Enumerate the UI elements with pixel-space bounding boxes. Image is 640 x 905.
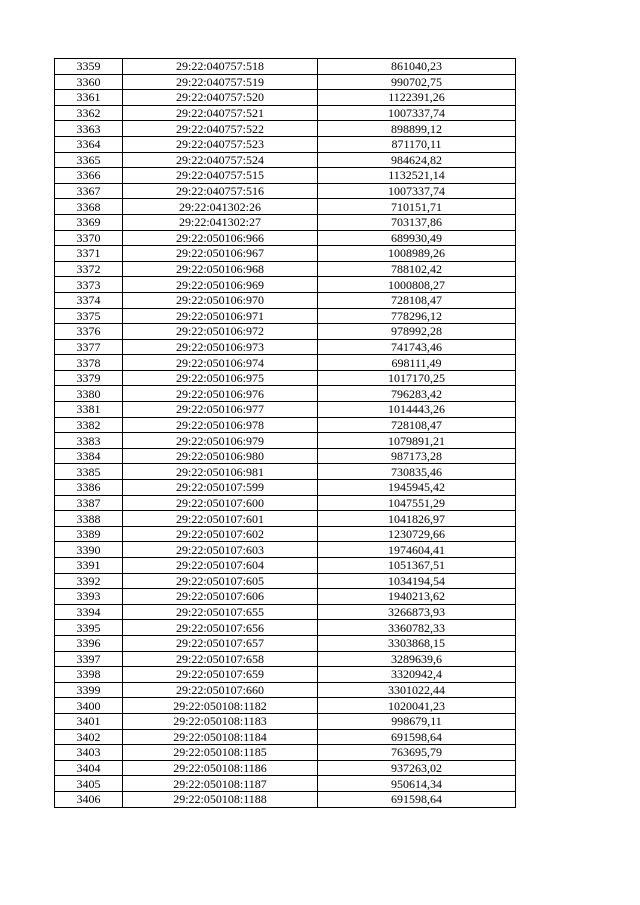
value-cell: 3303868,15: [318, 635, 516, 651]
row-number-cell: 3366: [55, 168, 123, 184]
cadastral-number-cell: 29:22:050106:974: [123, 355, 318, 371]
value-cell: 689930,49: [318, 230, 516, 246]
row-number-cell: 3389: [55, 526, 123, 542]
row-number-cell: 3379: [55, 370, 123, 386]
row-number-cell: 3382: [55, 417, 123, 433]
cadastral-number-cell: 29:22:040757:521: [123, 105, 318, 121]
table-row: [55, 324, 516, 340]
cadastral-number-cell: 29:22:040757:516: [123, 183, 318, 199]
value-cell: 1974604,41: [318, 542, 516, 558]
row-number-cell: 3376: [55, 324, 123, 340]
value-cell: 984624,82: [318, 152, 516, 168]
value-cell: 691598,64: [318, 791, 516, 807]
value-cell: 3289639,6: [318, 651, 516, 667]
row-number-cell: 3398: [55, 667, 123, 683]
value-cell: 796283,42: [318, 386, 516, 402]
row-number-cell: 3404: [55, 760, 123, 776]
cadastral-number-cell: 29:22:050107:658: [123, 651, 318, 667]
table-row: [55, 74, 516, 90]
value-cell: 1007337,74: [318, 183, 516, 199]
table-row: [55, 526, 516, 542]
value-cell: 861040,23: [318, 59, 516, 75]
cadastral-number-cell: 29:22:040757:520: [123, 90, 318, 106]
cadastral-number-cell: 29:22:050106:979: [123, 433, 318, 449]
table-body: [55, 59, 516, 808]
row-number-cell: 3400: [55, 698, 123, 714]
row-number-cell: 3363: [55, 121, 123, 137]
cadastral-number-cell: 29:22:050107:606: [123, 589, 318, 605]
table-row: [55, 511, 516, 527]
row-number-cell: 3370: [55, 230, 123, 246]
table-row: [55, 480, 516, 496]
cadastral-number-cell: 29:22:050108:1188: [123, 791, 318, 807]
table-row: [55, 136, 516, 152]
row-number-cell: 3381: [55, 402, 123, 418]
row-number-cell: 3368: [55, 199, 123, 215]
row-number-cell: 3387: [55, 495, 123, 511]
table-row: [55, 277, 516, 293]
table-row: [55, 573, 516, 589]
row-number-cell: 3402: [55, 729, 123, 745]
value-cell: 998679,11: [318, 713, 516, 729]
row-number-cell: 3373: [55, 277, 123, 293]
table-row: [55, 635, 516, 651]
row-number-cell: 3367: [55, 183, 123, 199]
table-row: [55, 698, 516, 714]
row-number-cell: 3371: [55, 246, 123, 262]
table-row: [55, 448, 516, 464]
table-row: [55, 464, 516, 480]
table-row: [55, 152, 516, 168]
value-cell: 3320942,4: [318, 667, 516, 683]
data-table: [54, 58, 516, 808]
row-number-cell: 3401: [55, 713, 123, 729]
value-cell: 710151,71: [318, 199, 516, 215]
table-row: [55, 292, 516, 308]
value-cell: 1940213,62: [318, 589, 516, 605]
value-cell: 691598,64: [318, 729, 516, 745]
table-row: [55, 791, 516, 807]
table-row: [55, 308, 516, 324]
value-cell: 1014443,26: [318, 402, 516, 418]
cadastral-number-cell: 29:22:050107:656: [123, 620, 318, 636]
cadastral-number-cell: 29:22:050108:1185: [123, 745, 318, 761]
value-cell: 728108,47: [318, 292, 516, 308]
table-row: [55, 90, 516, 106]
row-number-cell: 3378: [55, 355, 123, 371]
value-cell: 741743,46: [318, 339, 516, 355]
row-number-cell: 3362: [55, 105, 123, 121]
value-cell: 1017170,25: [318, 370, 516, 386]
table-row: [55, 620, 516, 636]
cadastral-number-cell: 29:22:050106:973: [123, 339, 318, 355]
value-cell: 1945945,42: [318, 480, 516, 496]
table-row: [55, 261, 516, 277]
row-number-cell: 3372: [55, 261, 123, 277]
cadastral-number-cell: 29:22:050108:1186: [123, 760, 318, 776]
table-row: [55, 651, 516, 667]
value-cell: 937263,02: [318, 760, 516, 776]
cadastral-number-cell: 29:22:050106:972: [123, 324, 318, 340]
cadastral-number-cell: 29:22:050107:603: [123, 542, 318, 558]
row-number-cell: 3395: [55, 620, 123, 636]
cadastral-number-cell: 29:22:040757:518: [123, 59, 318, 75]
value-cell: 871170,11: [318, 136, 516, 152]
row-number-cell: 3384: [55, 448, 123, 464]
table-row: [55, 433, 516, 449]
table-row: [55, 339, 516, 355]
value-cell: 778296,12: [318, 308, 516, 324]
table-row: [55, 386, 516, 402]
table-row: [55, 604, 516, 620]
value-cell: 698111,49: [318, 355, 516, 371]
row-number-cell: 3397: [55, 651, 123, 667]
row-number-cell: 3380: [55, 386, 123, 402]
cadastral-number-cell: 29:22:050108:1187: [123, 776, 318, 792]
row-number-cell: 3406: [55, 791, 123, 807]
value-cell: 1034194,54: [318, 573, 516, 589]
table-row: [55, 355, 516, 371]
row-number-cell: 3403: [55, 745, 123, 761]
value-cell: 978992,28: [318, 324, 516, 340]
cadastral-number-cell: 29:22:050107:659: [123, 667, 318, 683]
row-number-cell: 3388: [55, 511, 123, 527]
cadastral-number-cell: 29:22:041302:26: [123, 199, 318, 215]
value-cell: 1020041,23: [318, 698, 516, 714]
row-number-cell: 3390: [55, 542, 123, 558]
cadastral-number-cell: 29:22:040757:524: [123, 152, 318, 168]
value-cell: 3301022,44: [318, 682, 516, 698]
row-number-cell: 3396: [55, 635, 123, 651]
row-number-cell: 3374: [55, 292, 123, 308]
table-row: [55, 370, 516, 386]
cadastral-number-cell: 29:22:050106:969: [123, 277, 318, 293]
row-number-cell: 3365: [55, 152, 123, 168]
row-number-cell: 3385: [55, 464, 123, 480]
row-number-cell: 3359: [55, 59, 123, 75]
value-cell: 703137,86: [318, 214, 516, 230]
table-row: [55, 682, 516, 698]
row-number-cell: 3399: [55, 682, 123, 698]
value-cell: 3360782,33: [318, 620, 516, 636]
table-row: [55, 589, 516, 605]
value-cell: 1007337,74: [318, 105, 516, 121]
cadastral-number-cell: 29:22:040757:515: [123, 168, 318, 184]
table-row: [55, 729, 516, 745]
cadastral-number-cell: 29:22:050106:981: [123, 464, 318, 480]
table-row: [55, 495, 516, 511]
table-row: [55, 760, 516, 776]
row-number-cell: 3364: [55, 136, 123, 152]
cadastral-number-cell: 29:22:050106:978: [123, 417, 318, 433]
table-row: [55, 168, 516, 184]
cadastral-number-cell: 29:22:050108:1184: [123, 729, 318, 745]
cadastral-number-cell: 29:22:050107:601: [123, 511, 318, 527]
table-row: [55, 199, 516, 215]
table-row: [55, 667, 516, 683]
table-row: [55, 105, 516, 121]
cadastral-number-cell: 29:22:050107:602: [123, 526, 318, 542]
value-cell: 990702,75: [318, 74, 516, 90]
value-cell: 788102,42: [318, 261, 516, 277]
cadastral-number-cell: 29:22:050106:977: [123, 402, 318, 418]
table-row: [55, 776, 516, 792]
table-row: [55, 230, 516, 246]
table-row: [55, 417, 516, 433]
cadastral-number-cell: 29:22:050106:976: [123, 386, 318, 402]
row-number-cell: 3383: [55, 433, 123, 449]
row-number-cell: 3392: [55, 573, 123, 589]
cadastral-number-cell: 29:22:050107:605: [123, 573, 318, 589]
table-row: [55, 183, 516, 199]
cadastral-number-cell: 29:22:050106:975: [123, 370, 318, 386]
cadastral-number-cell: 29:22:050107:599: [123, 480, 318, 496]
row-number-cell: 3394: [55, 604, 123, 620]
table-row: [55, 745, 516, 761]
cadastral-number-cell: 29:22:050106:966: [123, 230, 318, 246]
table-row: [55, 246, 516, 262]
table-row: [55, 214, 516, 230]
row-number-cell: 3393: [55, 589, 123, 605]
cadastral-number-cell: 29:22:040757:519: [123, 74, 318, 90]
cadastral-number-cell: 29:22:041302:27: [123, 214, 318, 230]
value-cell: 728108,47: [318, 417, 516, 433]
row-number-cell: 3405: [55, 776, 123, 792]
cadastral-number-cell: 29:22:050106:968: [123, 261, 318, 277]
row-number-cell: 3375: [55, 308, 123, 324]
cadastral-number-cell: 29:22:050108:1182: [123, 698, 318, 714]
cadastral-number-cell: 29:22:050106:970: [123, 292, 318, 308]
cadastral-number-cell: 29:22:050107:600: [123, 495, 318, 511]
value-cell: 1000808,27: [318, 277, 516, 293]
value-cell: 898899,12: [318, 121, 516, 137]
value-cell: 1041826,97: [318, 511, 516, 527]
cadastral-number-cell: 29:22:040757:523: [123, 136, 318, 152]
table-row: [55, 558, 516, 574]
cadastral-number-cell: 29:22:050107:657: [123, 635, 318, 651]
value-cell: 1122391,26: [318, 90, 516, 106]
table-row: [55, 713, 516, 729]
value-cell: 987173,28: [318, 448, 516, 464]
cadastral-number-cell: 29:22:040757:522: [123, 121, 318, 137]
value-cell: 1132521,14: [318, 168, 516, 184]
table-row: [55, 59, 516, 75]
value-cell: 1008989,26: [318, 246, 516, 262]
table-row: [55, 542, 516, 558]
cadastral-number-cell: 29:22:050107:660: [123, 682, 318, 698]
table-row: [55, 121, 516, 137]
value-cell: 730835,46: [318, 464, 516, 480]
value-cell: 950614,34: [318, 776, 516, 792]
value-cell: 763695,79: [318, 745, 516, 761]
cadastral-number-cell: 29:22:050106:967: [123, 246, 318, 262]
cadastral-number-cell: 29:22:050106:980: [123, 448, 318, 464]
row-number-cell: 3386: [55, 480, 123, 496]
cadastral-number-cell: 29:22:050106:971: [123, 308, 318, 324]
value-cell: 1230729,66: [318, 526, 516, 542]
row-number-cell: 3377: [55, 339, 123, 355]
row-number-cell: 3369: [55, 214, 123, 230]
value-cell: 1051367,51: [318, 558, 516, 574]
row-number-cell: 3360: [55, 74, 123, 90]
value-cell: 1079891,21: [318, 433, 516, 449]
row-number-cell: 3361: [55, 90, 123, 106]
cadastral-number-cell: 29:22:050108:1183: [123, 713, 318, 729]
cadastral-number-cell: 29:22:050107:655: [123, 604, 318, 620]
table-row: [55, 402, 516, 418]
row-number-cell: 3391: [55, 558, 123, 574]
value-cell: 3266873,93: [318, 604, 516, 620]
value-cell: 1047551,29: [318, 495, 516, 511]
cadastral-number-cell: 29:22:050107:604: [123, 558, 318, 574]
